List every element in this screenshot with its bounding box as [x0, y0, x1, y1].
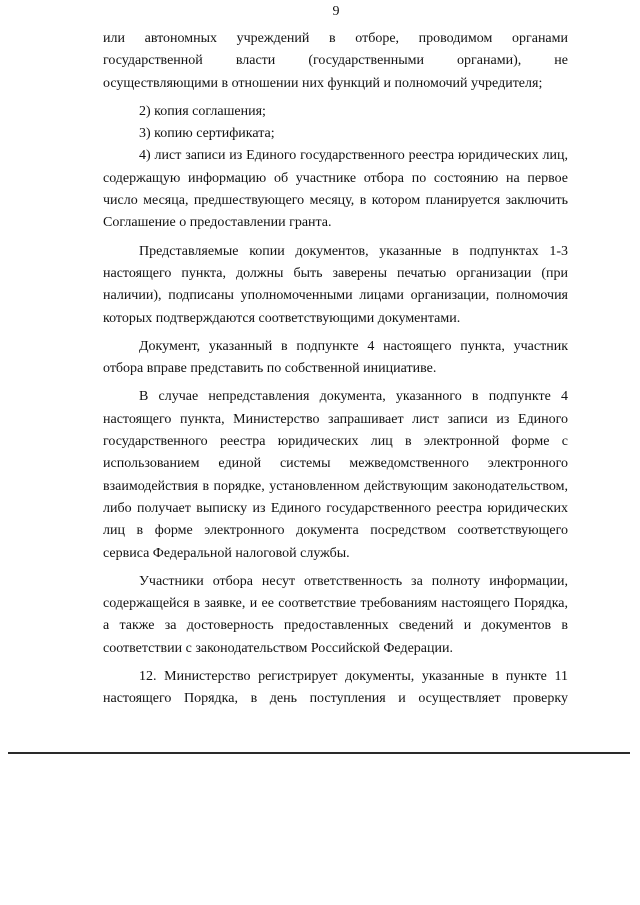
- document-body: [103, 28, 568, 711]
- paragraph-ministry-request: В случае непредставления документа, указанного в подпункте 4 настоящего пункта, Министерство запрашивает лист записи из Единого государственного реестра юридических лиц в электронной форме с использованием единой системы межведомственного электронного взаимодействия в порядке, установленном действующим законодательством, либо получает выписку из Единого государственного реестра юридических лиц в форме электронного документа посредством соответствующего сервиса Федеральной налоговой службы.: [103, 389, 568, 561]
- page-number: 9: [332, 4, 340, 19]
- paragraph-copies-certification: Представляемые копии документов, указанные в подпунктах 1-3 настоящего пункта, должны быть заверены печатью организации (при наличии), подписаны уполномоченными лицами организации, полномочия которых подтверждаются соответствующими документами.: [103, 243, 568, 326]
- footer-divider: [8, 752, 630, 754]
- list-item-2: 2) копия соглашения;: [139, 103, 266, 119]
- paragraph-own-initiative: Документ, указанный в подпункте 4 настоящего пункта, участник отбора вправе представить по собственной инициативе.: [103, 338, 568, 377]
- paragraph-item-12: 12. Министерство регистрирует документы, указанные в пункте 11 настоящего Порядка, в день поступления и осуществляет проверку: [103, 669, 568, 707]
- list-item-4: 4) лист записи из Единого государственного реестра юридических лиц, содержащую информацию об участнике отбора по состоянию на первое число месяца, предшествующего месяцу, в котором планируется заключить Соглашение о предоставлении гранта.: [103, 148, 568, 231]
- paragraph-continuation: или автономных учреждений в отборе, проводимом органами государственной власти (государственными органами), не осуществляющими в отношении них функций и полномочий учредителя;: [103, 31, 568, 91]
- paragraph-responsibility: Участники отбора несут ответственность за полноту информации, содержащейся в заявке, и ее соответствие требованиям настоящего Порядка, а также за достоверность предоставленных сведений и документов в соответствии с законодательством Российской Федерации.: [103, 573, 568, 656]
- list-item-3: 3) копию сертификата;: [139, 126, 275, 142]
